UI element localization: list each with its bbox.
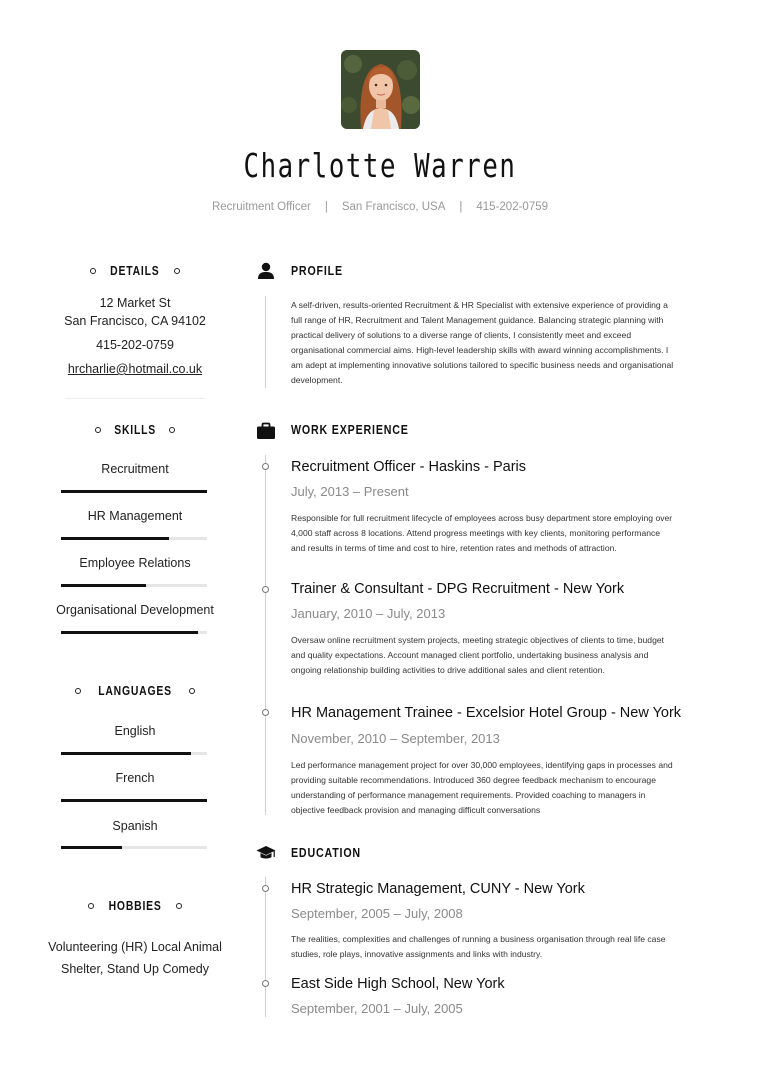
skill-label: Recruitment — [101, 462, 169, 476]
hobbies-line2: Shelter, Stand Up Comedy — [61, 962, 209, 976]
education-title: East Side High School, New York — [291, 976, 505, 992]
profile-rule — [265, 296, 266, 388]
language-bar — [61, 846, 207, 849]
briefcase-icon — [256, 422, 276, 440]
education-dates: September, 2001 – July, 2005 — [291, 1001, 463, 1016]
candidate-name: Charlotte Warren — [243, 146, 517, 185]
person-icon — [256, 262, 276, 280]
education-description: The realities, complexities and challenges of running a business organisation through real life case studies, role plays, innovative assignments and links with industry. — [291, 934, 666, 959]
graduation-cap-icon — [256, 844, 276, 862]
languages-heading: LANGUAGES — [40, 683, 230, 698]
circle-icon — [176, 903, 182, 909]
timeline-node — [262, 980, 269, 987]
job-description: Oversaw online recruitment system projects, meeting strategic objectives of clients to time, budget and quality expectations. Account managed client portfolio, undertaking business analysis and ongoing relationship building activities to drive additional sales and client retention. — [291, 635, 665, 675]
skill-bar-fill — [61, 490, 207, 493]
job-title: HR Management Trainee - Excelsior Hotel Group - New York — [291, 705, 682, 721]
skill-bar-fill — [61, 631, 198, 634]
skill-bar-fill — [61, 584, 146, 587]
circle-icon — [174, 268, 180, 274]
skill-label: HR Management — [87, 509, 183, 523]
circle-icon — [189, 688, 195, 694]
details-phone: 415-202-0759 — [96, 338, 174, 352]
hobbies-heading: HOBBIES — [40, 898, 230, 913]
hobbies-line1: Volunteering (HR) Local Animal — [48, 940, 222, 954]
education-heading: EDUCATION — [291, 845, 361, 860]
skill-label: Employee Relations — [79, 556, 191, 570]
header-phone: 415-202-0759 — [476, 201, 549, 213]
job-description: Led performance management project for over 30,000 employees, identifying gaps in processes and providing suitable recommendations. Introduced 360 degree feedback mechanism to encourage understanding of performance management requirements. Provided coaching to managers in objective feedback provision and managing difficult conversations — [291, 760, 673, 815]
skill-bar — [61, 631, 207, 634]
skill-bar — [61, 584, 207, 587]
work-heading: WORK EXPERIENCE — [291, 422, 409, 437]
separator: | — [324, 201, 328, 213]
separator: | — [459, 201, 463, 213]
address-line1: 12 Market St — [99, 296, 171, 310]
profile-text: A self-driven, results-oriented Recruitment & HR Specialist with extensive experience of providing a full range of HR, Recruitment and Talent Management guidance. Balancing strategic planning with practical delivery of solutions to a diverse range of clients, I consistently meet and exceed organisational commercial aims. High-level leadership skills with award winning accomplishments. I am adept at implementing innovative solutions tailored to specific business needs and organisational development. — [291, 300, 674, 385]
skill-bar-fill — [61, 537, 169, 540]
language-label: French — [115, 771, 155, 785]
address-line2: San Francisco, CA 94102 — [64, 314, 206, 328]
skill-bar — [61, 537, 207, 540]
language-label: Spanish — [112, 819, 158, 833]
header-contact — [0, 201, 760, 213]
job-dates: November, 2010 – September, 2013 — [291, 731, 500, 746]
education-timeline — [265, 877, 266, 1017]
job-dates: January, 2010 – July, 2013 — [291, 606, 446, 621]
circle-icon — [90, 268, 96, 274]
profile-heading: PROFILE — [291, 263, 343, 278]
email-link[interactable]: hrcharlie@hotmail.co.uk — [67, 362, 203, 376]
work-timeline — [265, 455, 266, 815]
portrait-image — [341, 50, 420, 129]
circle-icon — [95, 427, 101, 433]
language-bar-fill — [61, 799, 207, 802]
location: San Francisco, USA — [341, 201, 446, 213]
job-title: Trainer & Consultant - DPG Recruitment - New York — [291, 581, 625, 597]
education-title: HR Strategic Management, CUNY - New York — [291, 881, 585, 897]
timeline-node — [262, 885, 269, 892]
timeline-node — [262, 586, 269, 593]
education-dates: September, 2005 – July, 2008 — [291, 906, 463, 921]
skills-heading: SKILLS — [40, 422, 230, 437]
circle-icon — [88, 903, 94, 909]
language-bar — [61, 752, 207, 755]
language-label: English — [114, 724, 156, 738]
skill-bar — [61, 490, 207, 493]
profile-photo — [341, 50, 420, 129]
language-bar-fill — [61, 752, 191, 755]
job-title: Recruitment Officer — [211, 201, 311, 213]
timeline-node — [262, 709, 269, 716]
language-bar — [61, 799, 207, 802]
circle-icon — [75, 688, 81, 694]
skill-label: Organisational Development — [56, 603, 214, 617]
language-bar-fill — [61, 846, 122, 849]
job-dates: July, 2013 – Present — [291, 484, 409, 499]
timeline-node — [262, 463, 269, 470]
divider — [65, 398, 205, 399]
job-title: Recruitment Officer - Haskins - Paris — [291, 459, 527, 475]
details-heading: DETAILS — [40, 263, 230, 278]
job-description: Responsible for full recruitment lifecycle of employees across busy department store employing over 4,000 staff across 8 locations. Attend progress meetings with key clients, monitoring performance and results in terms of time and cost to hire, retention rates and methods of attraction. — [291, 513, 673, 553]
circle-icon — [169, 427, 175, 433]
